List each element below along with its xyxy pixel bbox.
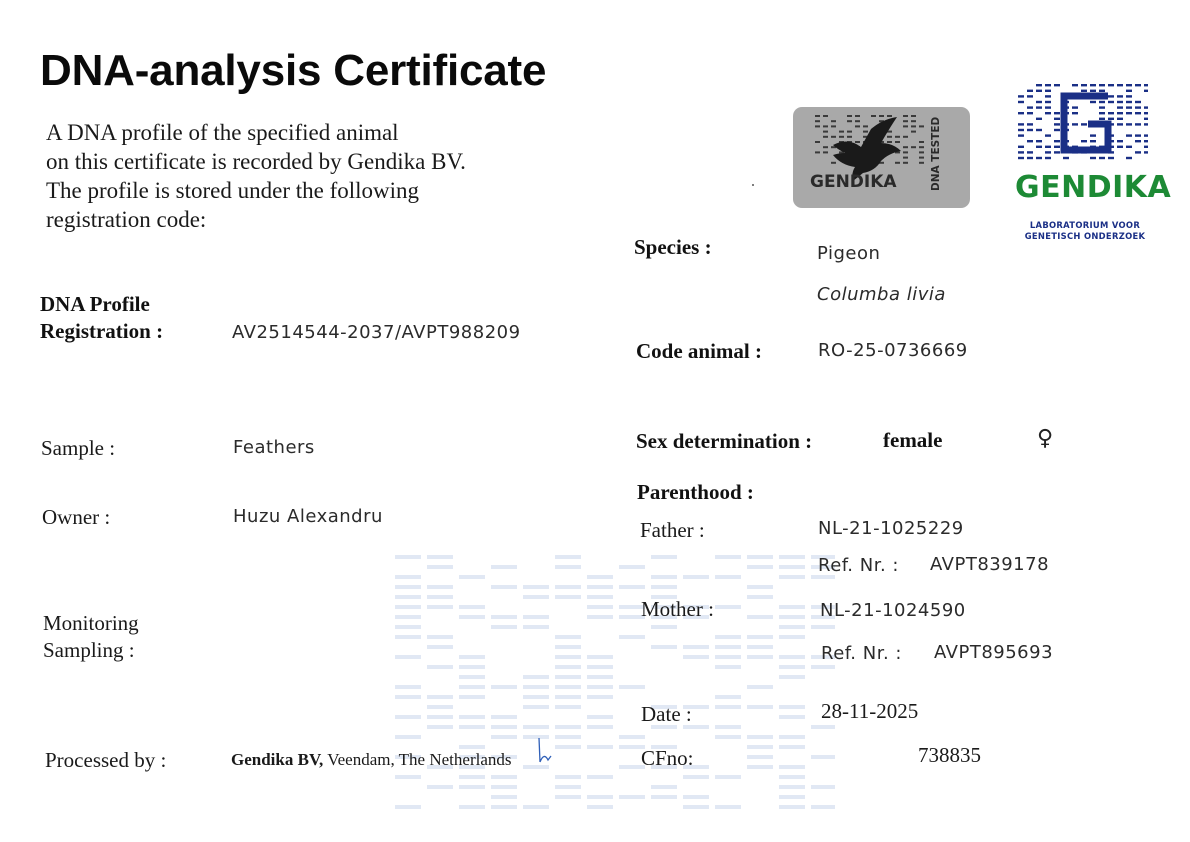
father-label: Father :	[640, 518, 705, 542]
certificate-title: DNA-analysis Certificate	[40, 46, 547, 95]
dna-tested-stamp	[793, 107, 970, 208]
species-latin-value: Columba livia	[817, 284, 946, 305]
female-symbol-icon: ♀	[1037, 426, 1054, 451]
father-ref-value: AVPT839178	[930, 554, 1050, 575]
mother-label: Mother :	[641, 597, 714, 621]
code-animal-label: Code animal :	[636, 339, 762, 363]
sex-value: female	[883, 428, 943, 452]
logo-subtitle-line-2: GENETISCH ONDERZOEK	[1024, 231, 1146, 241]
processed-location: Veendam, The Netherlands	[323, 750, 512, 769]
date-value: 28-11-2025	[821, 699, 919, 723]
gendika-logo-mark-icon	[1016, 82, 1148, 164]
stamp-brand: GENDIKA	[810, 172, 897, 192]
processed-company: Gendika BV,	[231, 750, 324, 769]
father-ref-label: Ref. Nr. :	[818, 555, 899, 576]
mother-value: NL-21-1024590	[820, 600, 966, 621]
processed-by-label: Processed by :	[45, 748, 167, 772]
gendika-logo	[1012, 82, 1172, 246]
monitoring-label: Monitoring	[43, 611, 139, 635]
parenthood-label: Parenthood :	[637, 480, 754, 504]
mother-ref-value: AVPT895693	[934, 642, 1054, 663]
cfno-value: 738835	[918, 743, 981, 767]
background-watermark	[395, 555, 835, 815]
cfno-label: CFno:	[641, 746, 694, 770]
stamp-tag: DNA TESTED	[930, 116, 942, 191]
stray-dot	[752, 184, 754, 186]
intro-line-4: registration code:	[46, 207, 207, 232]
processed-by-value	[231, 750, 512, 770]
dna-profile-label: DNA Profile	[40, 292, 150, 316]
logo-subtitle-line-1: LABORATORIUM VOOR	[1029, 220, 1141, 230]
father-value: NL-21-1025229	[818, 518, 964, 539]
intro-line-2: on this certificate is recorded by Gendika BV.	[46, 149, 466, 174]
sex-determination-label: Sex determination :	[636, 429, 813, 453]
sample-value: Feathers	[233, 437, 315, 458]
mother-ref-label: Ref. Nr. :	[821, 643, 902, 664]
owner-value: Huzu Alexandru	[233, 506, 383, 527]
date-label: Date :	[641, 702, 692, 726]
sampling-label: Sampling :	[43, 638, 135, 662]
logo-subtitle	[1016, 220, 1154, 242]
logo-wordmark: GENDIKA	[1015, 170, 1172, 205]
species-label: Species :	[634, 235, 712, 259]
registration-value: AV2514544-2037/AVPT988209	[232, 322, 521, 343]
intro-line-1: A DNA profile of the specified animal	[46, 120, 399, 145]
registration-label: Registration :	[40, 319, 164, 343]
pen-mark	[536, 736, 554, 766]
code-animal-value: RO-25-0736669	[818, 340, 968, 361]
sample-label: Sample :	[41, 436, 116, 460]
species-common-value: Pigeon	[817, 243, 881, 264]
owner-label: Owner :	[42, 505, 111, 529]
intro-line-3: The profile is stored under the following	[46, 178, 420, 203]
